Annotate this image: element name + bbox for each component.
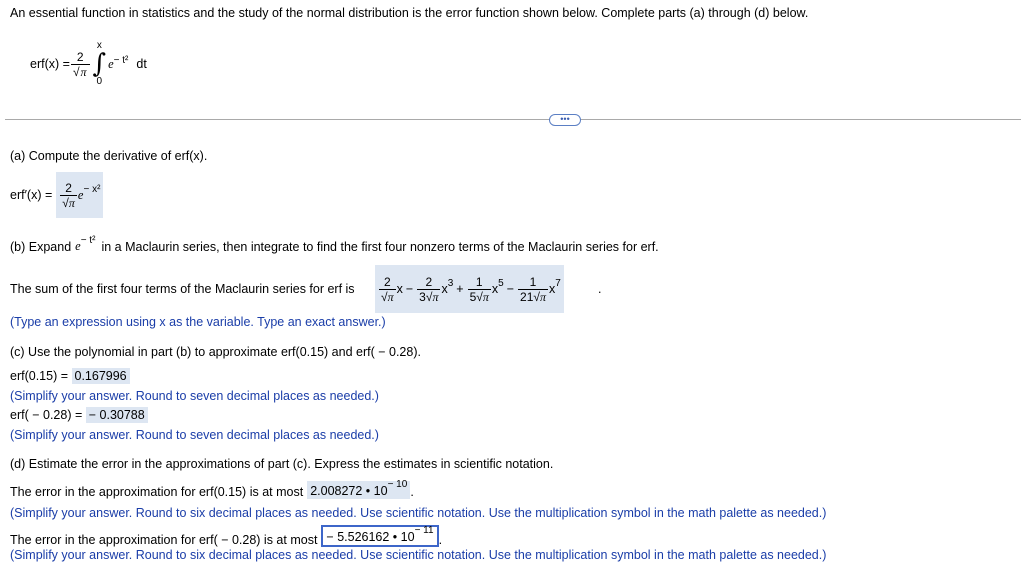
part-d-q1-mantissa: 2.008272 • 10: [310, 484, 388, 499]
part-d-q2-exponent: − 11: [414, 525, 434, 536]
series-term-3-power: 5: [498, 277, 504, 289]
erf-definition: [30, 34, 147, 94]
sqrt-pi: π: [80, 64, 87, 79]
series-term-2-variable: x: [441, 282, 448, 296]
integral-sign: [93, 41, 107, 87]
series-term-numerator: 2: [383, 274, 391, 289]
sqrt-symbol: √: [533, 289, 540, 304]
part-a-base: e: [77, 187, 84, 202]
part-b-base: e: [75, 239, 81, 253]
part-a-answer-row: [10, 172, 103, 218]
differential: dt: [136, 57, 147, 71]
sqrt-symbol: √: [425, 289, 433, 304]
part-d-q2-label: The error in the approximation for erf( − 0.28) is at most: [10, 533, 318, 548]
series-term-denominator-factor: 3: [419, 289, 426, 304]
section-divider: [5, 119, 1021, 120]
part-d-q1-answer[interactable]: [307, 481, 410, 499]
series-term-2-coefficient: [417, 275, 440, 304]
lower-limit: 0: [96, 76, 103, 87]
series-term-denominator: [379, 289, 396, 304]
series-term-numerator: 1: [529, 274, 537, 289]
part-b-period: .: [598, 282, 602, 296]
more-options-button[interactable]: •••: [549, 114, 581, 126]
part-c-q1-row: [10, 369, 130, 383]
series-term-1-variable: x: [396, 282, 403, 296]
part-a-numerator: 2: [65, 180, 72, 195]
part-a-denominator: √π: [62, 195, 75, 210]
integrand-base: e: [108, 56, 114, 71]
series-term-sqrt-pi: π: [482, 289, 489, 304]
sqrt-symbol: √: [476, 289, 483, 304]
part-c-q1-answer[interactable]: 0.167996: [72, 368, 130, 384]
series-term-numerator: 1: [475, 274, 483, 289]
part-b-sum-label: The sum of the first four terms of the Maclaurin series for erf is: [10, 282, 355, 296]
part-c-q1-hint: (Simplify your answer. Round to seven decimal places as needed.): [10, 389, 379, 403]
integral-icon: ∫: [92, 49, 107, 79]
part-b-exponent: − t²: [80, 235, 96, 246]
part-a-exponent: − x²: [83, 183, 101, 195]
series-term-4-variable: x: [548, 282, 556, 296]
part-d-q1-row: [10, 481, 414, 499]
series-term-4-coefficient: [518, 275, 548, 304]
part-b-prompt: [10, 235, 659, 254]
series-term-sqrt-pi: π: [432, 289, 439, 304]
integrand-exponent: − t²: [113, 54, 129, 66]
coefficient-numerator: 2: [76, 49, 84, 64]
part-d-q1-period: .: [410, 485, 414, 500]
part-b-answer[interactable]: [375, 265, 564, 313]
intro-text: An essential function in statistics and the study of the normal distribution is the error function shown below. Complete parts (a) through (d) below.: [10, 6, 809, 20]
part-d-q2-answer[interactable]: [321, 525, 438, 547]
series-operator: −: [506, 282, 515, 296]
part-c-prompt: (c) Use the polynomial in part (b) to approximate erf(0.15) and erf( − 0.28).: [10, 345, 421, 359]
series-term-3-variable: x: [491, 282, 499, 296]
part-d-q1-hint: (Simplify your answer. Round to six decimal places as needed. Use scientific notation. Use the multiplication symbol in the math palette as needed.): [10, 506, 827, 520]
series-operator: −: [405, 282, 414, 296]
series-term-1-coefficient: [379, 275, 396, 304]
part-a-lhs: erf′(x) =: [10, 188, 53, 202]
part-d-q2-mantissa: − 5.526162 • 10: [326, 530, 415, 545]
part-b-prompt-post: in a Maclaurin series, then integrate to find the first four nonzero terms of the Maclaurin series for erf.: [101, 240, 659, 254]
part-d-q1-exponent: − 10: [387, 479, 408, 490]
part-d-q2-row: [10, 525, 442, 547]
part-b-prompt-pre: (b) Expand: [10, 240, 72, 254]
part-c-q2-answer[interactable]: − 0.30788: [86, 407, 148, 423]
series-term-4-power: 7: [555, 277, 561, 289]
part-c-q2-hint: (Simplify your answer. Round to seven decimal places as needed.): [10, 428, 379, 442]
definition-lhs: erf(x) =: [30, 57, 70, 71]
part-d-prompt: (d) Estimate the error in the approximations of part (c). Express the estimates in scientific notation.: [10, 457, 554, 471]
part-c-q2-row: [10, 408, 148, 422]
coefficient-denominator: √π: [71, 64, 90, 79]
series-term-denominator-factor: 21: [520, 289, 534, 304]
part-c-q2-label: erf( − 0.28) =: [10, 408, 83, 422]
series-term-denominator-factor: 5: [469, 289, 477, 304]
series-operator: +: [456, 282, 464, 296]
definition-coefficient: [71, 50, 90, 79]
upper-limit: x: [96, 40, 102, 51]
part-a-answer[interactable]: [56, 172, 103, 218]
series-term-denominator: [518, 289, 548, 304]
part-d-q2-period: .: [438, 533, 443, 548]
part-c-q1-label: erf(0.15) =: [10, 369, 69, 383]
part-a-prompt: (a) Compute the derivative of erf(x).: [10, 149, 208, 163]
series-term-3-coefficient: [468, 275, 491, 304]
series-term-denominator: [417, 289, 440, 304]
part-d-q1-label: The error in the approximation for erf(0.15) is at most: [10, 485, 304, 500]
series-term-sqrt-pi: π: [539, 289, 546, 304]
part-b-hint: (Type an expression using x as the variable. Type an exact answer.): [10, 315, 386, 329]
part-d-q2-hint: (Simplify your answer. Round to six decimal places as needed. Use scientific notation. Use the multiplication symbol in the math palette as needed.): [10, 548, 827, 562]
part-a-fraction: [60, 181, 77, 210]
series-term-denominator: [468, 289, 491, 304]
series-term-numerator: 2: [425, 274, 433, 289]
part-a-sqrt-pi: π: [68, 195, 75, 210]
series-term-sqrt-pi: π: [387, 289, 394, 304]
sqrt-symbol: √: [381, 289, 388, 304]
series-term-2-power: 3: [447, 277, 454, 289]
